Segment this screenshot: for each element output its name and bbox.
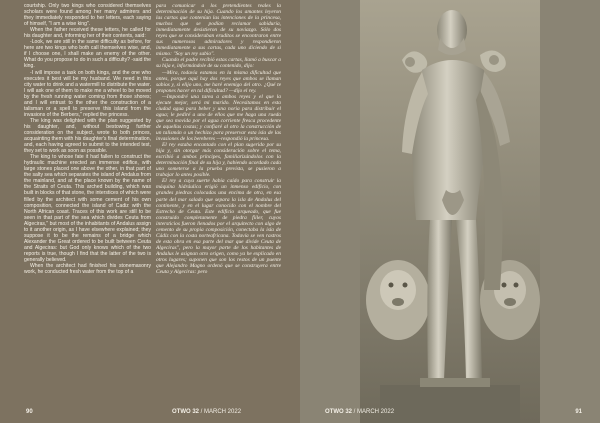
paragraph: When the father received these letters, he called for his daughter and, informing her of their contents, said: bbox=[24, 27, 151, 40]
statue-photo bbox=[300, 0, 600, 423]
left-column-spanish bbox=[156, 3, 281, 395]
footer-left bbox=[172, 409, 241, 415]
paragraph: para comunicar a los pretendientes reales la determinación de su hija. Cuando los amantes leyeron las cartas que contenían las intenciones de la princesa, muchos que se podían reclamar sabiduría, inmediatamente desistieron de su noviazgo. Sólo dos reyes que se consideraban eruditos se encontraron entre sus numerosos admiradores y respondieron inmediatamente a sus cartas, cada uno diciendo de sí mismo: "Soy un rey sabio". bbox=[156, 3, 281, 58]
paragraph: The king was delighted with the plan suggested by his daughter, and, without bestowing further consideration on the subject, wrote to both princes, acquainting them with his daughter's final determination, and, each having agreed to submit to the intended test, they set to work as soon as possible. bbox=[24, 117, 151, 155]
paragraph: Cuando el padre recibió estas cartas, llamó a buscar a su hija e, informándole de su contenido, dijo: bbox=[156, 57, 281, 70]
left-column-english bbox=[24, 3, 151, 395]
paragraph: El rey estaba encantado con el plan sugerido por su hija y, sin otorgar más consideración sobre el tema, escribió a ambos príncipes, familiarizándolos con la determinación final de su hija y, habiendo acordado cada uno someterse a la prueba prevista, se pusieron a trabajar lo antes posible. bbox=[156, 142, 281, 179]
footer-magazine: OTWO 32 bbox=[325, 409, 353, 415]
right-page bbox=[300, 0, 600, 423]
footer-date: / MARCH 2022 bbox=[352, 409, 395, 415]
paragraph: The king to whose fate it had fallen to construct the hydraulic machine erected an immense edifice, with large stones placed one above the other, in that part of the salty sea which separates the island of Andalus from the mainland, and at the place known by the name of the Straits of Ceuta. This arched building, which was built in blocks of that stone, the interstices of which were filled by the architect with some cement of his own composition, connected the island of Cadiz with the North African coast. Traces of this work are still to be seen in that part of the sea which divides Ceuta from Algeciras," but most of the inhabitants of Andalus assign to it another origin, as I have elsewhere explained; they suppose it to be the remains of a bridge which Alexander the Great ordered to be built between Ceuta and Algeciras: but God only knows which of the two reports is true, though I find that the latter of the two is generally believed. bbox=[24, 154, 151, 263]
paragraph: -I will impose a task on both kings, and the one who executes it best will be my husband. We need in this city water to drink and a watermill to distribute the water. I will ask one of them to make me a wheel to be moved by the fresh running water coming from those shores; and I will entrust to the other the construction of a talisman or a spell to preserve this island from the invasions of the Berbers," replied the princess. bbox=[24, 69, 151, 118]
paragraph: courtship. Only two kings who considered themselves scholars were found among her many admirers and they immediately responded to her letters, each saying of himself, "I am a wise king". bbox=[24, 3, 151, 28]
paragraph: When the architect had finished his stonemasonry work, he conducted fresh water from the top of a bbox=[24, 263, 151, 276]
paragraph: —Mira, todavía estamos en la misma dificultad que antes, porque aquí hay dos reyes que ambos se llaman sabios y, si elijo uno, me haré enemigo del otro. ¿Qué te propones hacer en tal dificultad? —dijo el rey. bbox=[156, 69, 281, 94]
paragraph: El rey a cuya suerte había caído para construir la máquina hidráulica erigió un inmenso edificio, con grandes piedras colocadas una encima de otra, en esa parte del mar salado que separa la isla de Andalus del continente, y en el lugar conocido con el nombre del Estrecho de Ceuta. Este edificio arqueado, que fue construido completamente de piedra fiiler, cuyos intersticios fueron llenados por el arquitecto con algo de cemento de su propia composición, conectaba la isla de Cádiz con la costa norteafricana. Todavía se ven rastros de esta obra en esa parte del mar que divide Ceuta de Algeciras", pero la mayor parte de los habitantes de Andalus le asignan otro origen, como ya he explicado en otros lugares; suponen que son los restos de un puente que Alejandro Magno ordenó que se construyera entre Ceuta y Algeciras: pero bbox=[156, 178, 281, 276]
paragraph: -Look, we are still in the same difficulty as before, for here are two kings who both call themselves wise, and, if I choose one, I shall make an enemy of the other. What do you propose to do in such a difficulty? -said the king. bbox=[24, 39, 151, 70]
footer-magazine: OTWO 32 bbox=[172, 409, 200, 415]
page-number-right: 91 bbox=[575, 409, 582, 415]
paragraph: —Impondré una tarea a ambos reyes y el que la ejecute mejor, será mi marido. Necesitamos en esta ciudad agua para beber y una noria para distribuir el agua; le pediré a uno de ellos que me haga una rueda que sea movida por el agua corriente fresca procedente de aquellas costas; y confiaré al otro la construcción de un talismán o un hechizo para preservar esta isla de las invasiones de los bereberes —respondió la princesa. bbox=[156, 93, 281, 143]
footer-date: / MARCH 2022 bbox=[199, 409, 242, 415]
footer-right bbox=[325, 409, 394, 415]
pedestal bbox=[380, 385, 520, 423]
lion-left bbox=[366, 260, 430, 340]
page-number-left: 90 bbox=[26, 409, 33, 415]
